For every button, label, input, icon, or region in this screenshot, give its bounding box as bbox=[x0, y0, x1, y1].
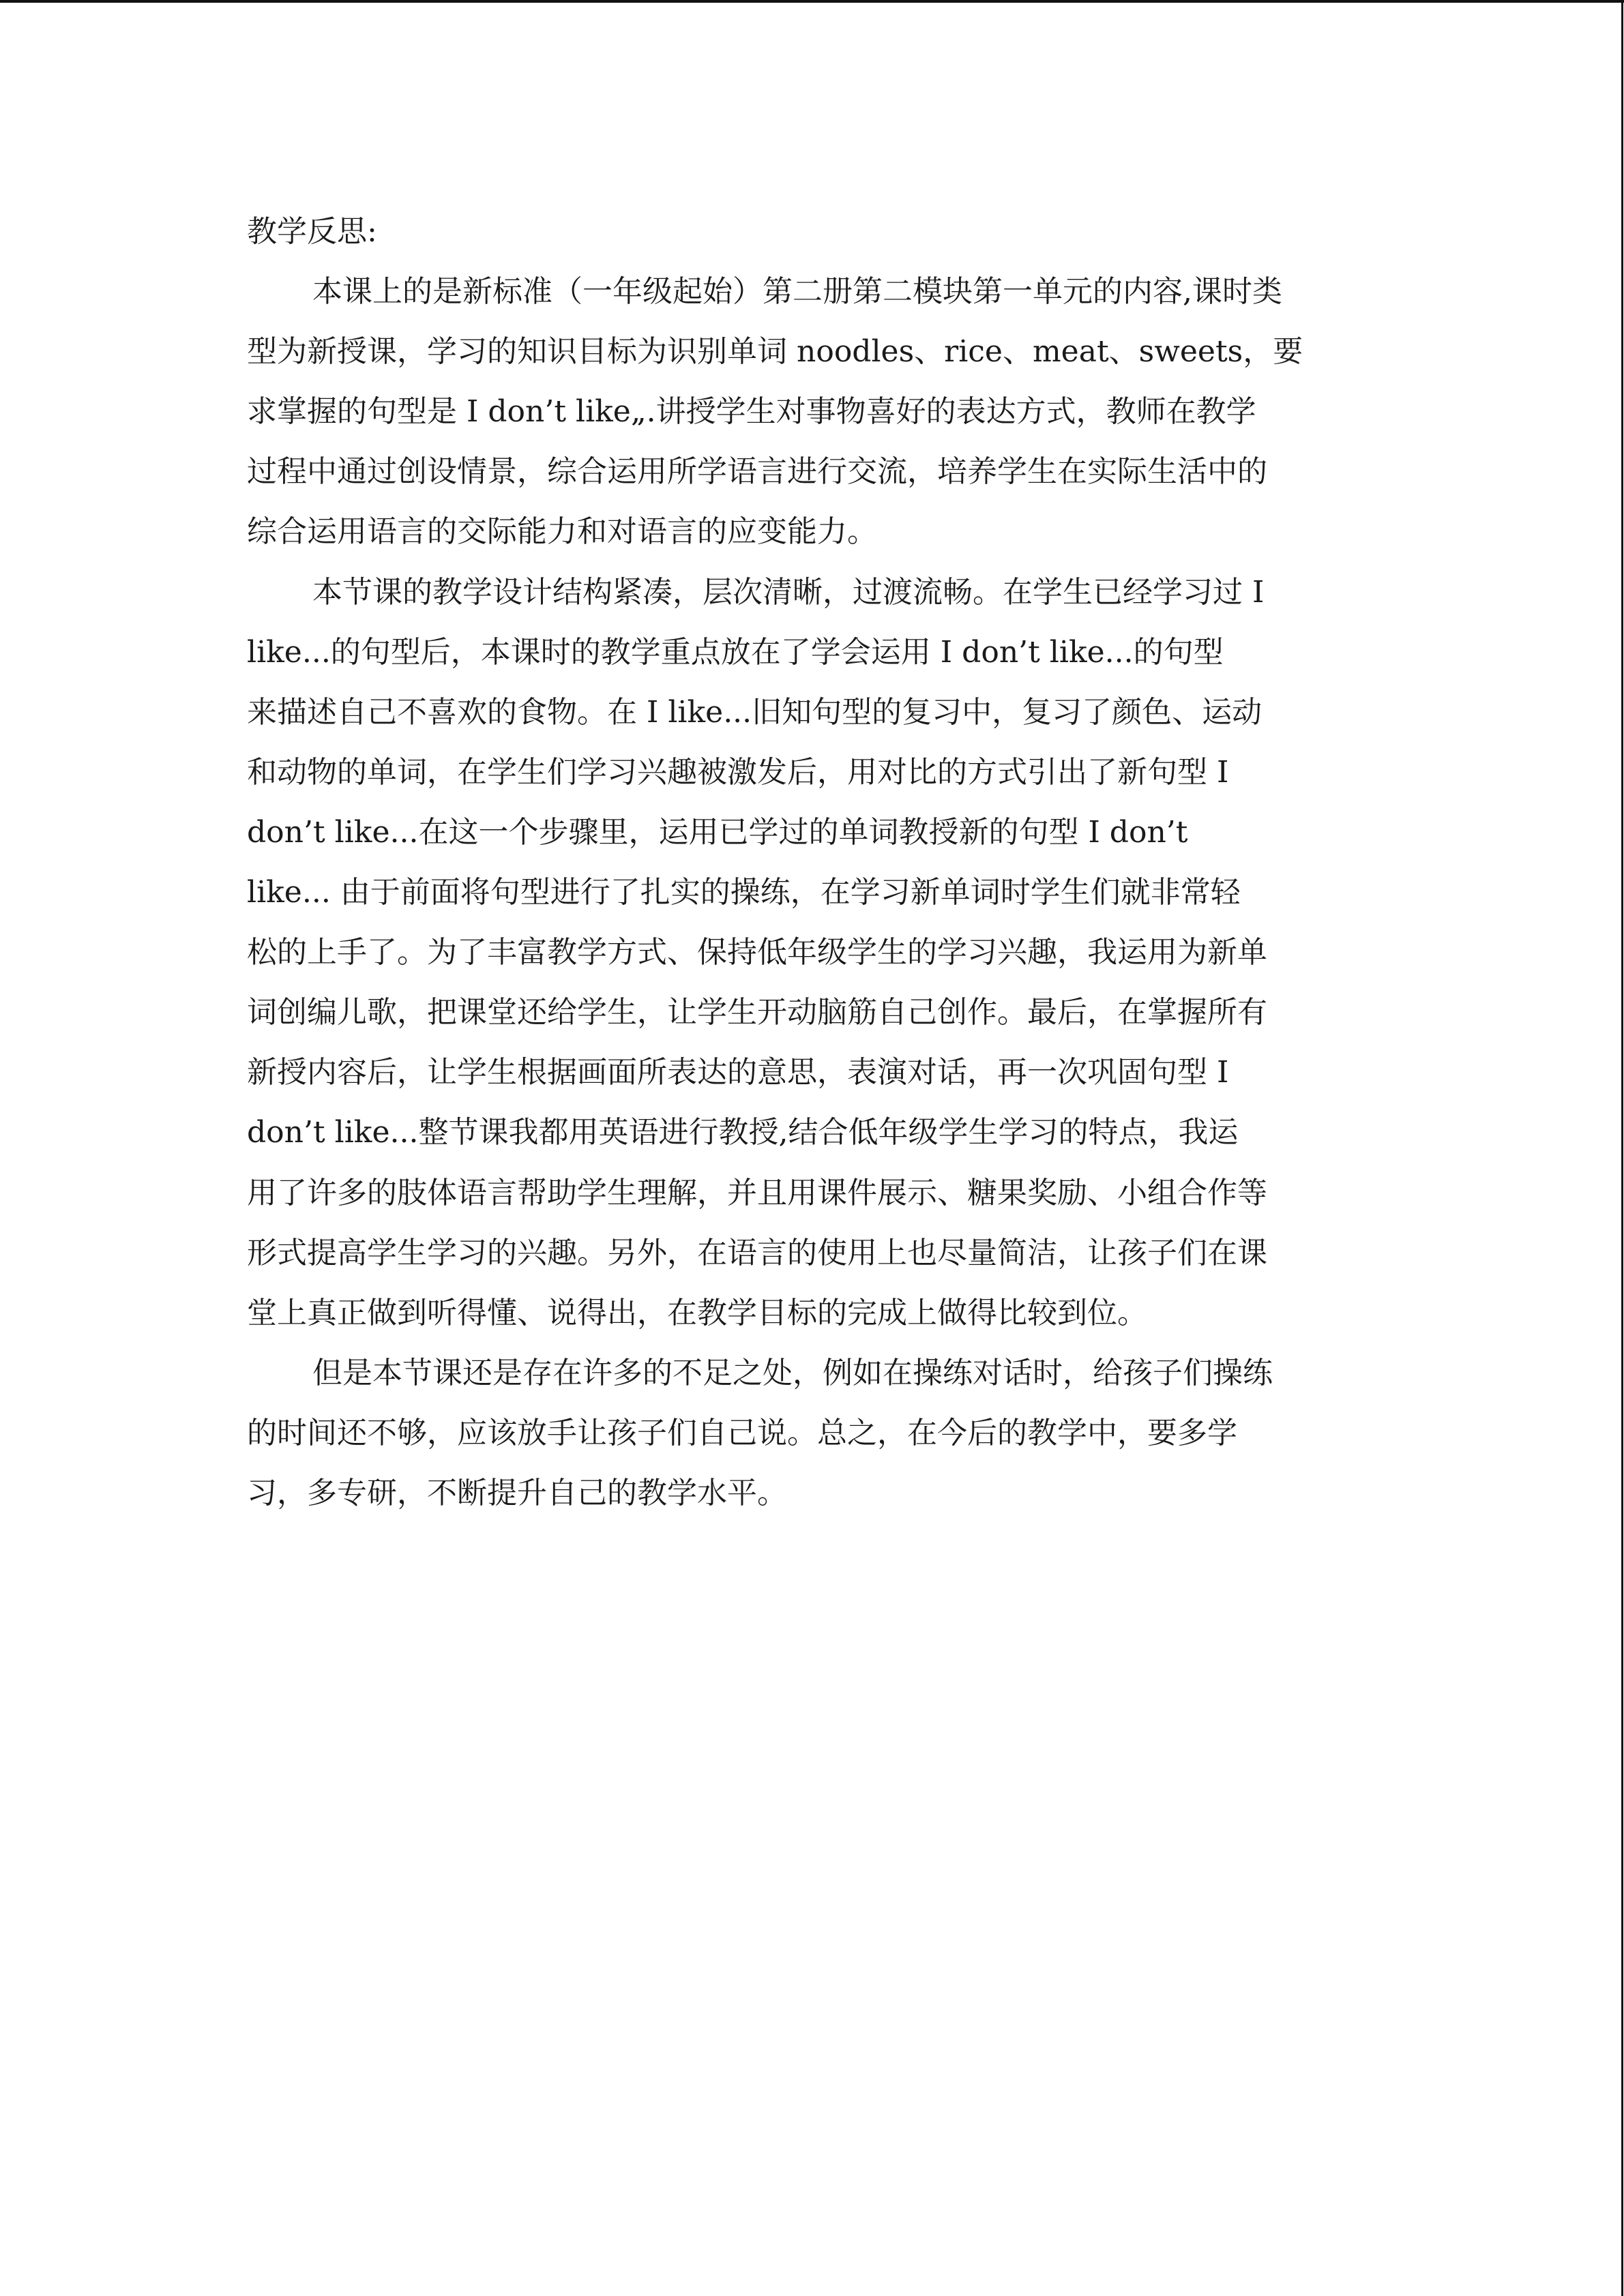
paragraph-line: 词创编儿歌，把课堂还给学生，让学生开动脑筋自己创作。最后，在掌握所有 bbox=[247, 995, 1267, 1030]
paragraph-line: 本课上的是新标准（一年级起始）第二册第二模块第一单元的内容,课时类 bbox=[312, 274, 1282, 310]
paragraph-line: like... 由于前面将句型进行了扎实的操练，在学习新单词时学生们就非常轻 bbox=[247, 875, 1241, 910]
document-body bbox=[247, 202, 1393, 1523]
paragraph-line: 型为新授课，学习的知识目标为识别单词 noodles、rice、meat、sweets，要 bbox=[247, 334, 1303, 370]
paragraph-line: 习，多专研，不断提升自己的教学水平。 bbox=[247, 1475, 787, 1510]
paragraph-line: 和动物的单词，在学生们学习兴趣被激发后，用对比的方式引出了新句型 I bbox=[247, 754, 1229, 790]
paragraph-line: don’t like...整节课我都用英语进行教授,结合低年级学生学习的特点，我运 bbox=[247, 1115, 1239, 1150]
paragraph-line: 但是本节课还是存在许多的不足之处，例如在操练对话时，给孩子们操练 bbox=[312, 1355, 1273, 1390]
paragraph-line: 松的上手了。为了丰富教学方式、保持低年级学生的学习兴趣，我运用为新单 bbox=[247, 935, 1267, 970]
paragraph-line: 新授内容后，让学生根据画面所表达的意思，表演对话，再一次巩固句型 I bbox=[247, 1055, 1229, 1090]
paragraph-1 bbox=[247, 262, 1393, 562]
paragraph-line: don’t like...在这一个步骤里，运用已学过的单词教授新的句型 I don’t bbox=[247, 814, 1188, 850]
page-right-border bbox=[1621, 0, 1623, 2296]
paragraph-line: 来描述自己不喜欢的食物。在 I like...旧知句型的复习中，复习了颜色、运动 bbox=[247, 694, 1263, 730]
paragraph-line: 用了许多的肢体语言帮助学生理解，并且用课件展示、糖果奖励、小组合作等 bbox=[247, 1175, 1267, 1210]
paragraph-line: 堂上真正做到听得懂、说得出，在教学目标的完成上做得比较到位。 bbox=[247, 1295, 1147, 1330]
paragraph-line: 过程中通过创设情景，综合运用所学语言进行交流，培养学生在实际生活中的 bbox=[247, 454, 1267, 490]
document-heading: 教学反思: bbox=[247, 214, 377, 249]
paragraph-line: like...的句型后，本课时的教学重点放在了学会运用 I don’t like...的句型 bbox=[247, 634, 1224, 670]
paragraph-line: 本节课的教学设计结构紧凑，层次清晰，过渡流畅。在学生已经学习过 I bbox=[312, 574, 1265, 610]
paragraph-line: 的时间还不够，应该放手让孩子们自己说。总之，在今后的教学中，要多学 bbox=[247, 1415, 1237, 1450]
paragraph-line: 求掌握的句型是 I don’t like„.讲授学生对事物喜好的表达方式，教师在教学 bbox=[247, 394, 1256, 430]
paragraph-3 bbox=[247, 1343, 1393, 1523]
paragraph-2 bbox=[247, 563, 1393, 1343]
page-top-border bbox=[0, 0, 1624, 3]
paragraph-line: 综合运用语言的交际能力和对语言的应变能力。 bbox=[247, 514, 877, 550]
paragraph-line: 形式提高学生学习的兴趣。另外，在语言的使用上也尽量简洁，让孩子们在课 bbox=[247, 1235, 1267, 1270]
